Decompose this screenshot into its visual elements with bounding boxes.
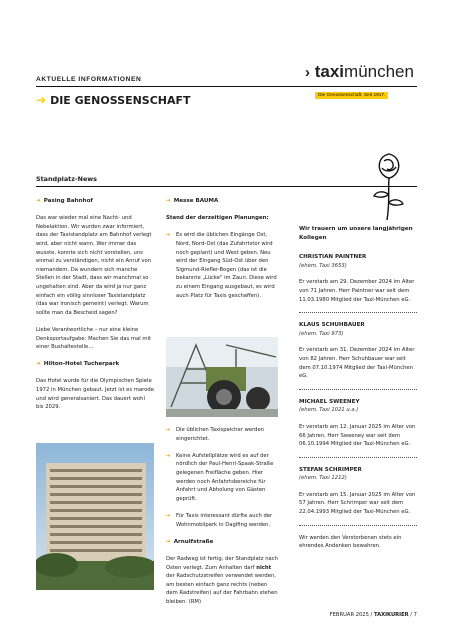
footer-month: FEBRUAR 2025 — [329, 612, 369, 618]
obituary-text: Er verstarb am 29. Dezember 2024 im Alter von 71 Jahren. Herr Paintner war seit dem 11.03.1980 Mitglied der Taxi-München eG. — [299, 279, 415, 303]
obituary-text: Er verstarb am 31. Dezember 2024 im Alter von 82 Jahren. Herr Schuhbauer war seit dem 07.10.1974 Mitglied der Taxi-München eG. — [299, 347, 415, 380]
arrow-right-icon: ➔ — [166, 198, 171, 204]
arrow-right-icon: ➔ — [166, 427, 171, 433]
obituaries — [299, 225, 417, 551]
arrow-right-icon: ➔ — [166, 538, 171, 545]
hotel-photo — [36, 443, 154, 590]
bullet-text: Keine Aufstellplätze wird es auf der nördlich der Paul-Henri-Spaak-Straße gelegenen Freifläche geben. Hier werden noch Anfahrtsbereiche für Anfahrt und Abholung von Gästen geprüft. — [176, 452, 274, 502]
heading-messe-text: Messe BAUMA — [173, 198, 219, 204]
paragraph-arnulf — [166, 555, 278, 607]
bullet-text: Es wird die üblichen Eingänge Ost, Nord, Nord-Ost (das Zufahrtstor wird noch geplant) und West geben. Neu wird der Eingang Süd-Ost über den Sigmund-Riefler-Bogen (das ist die bekannte „Lücke" im Zaun. Diese wird zu einem Eingang ausgebaut, es wird auch Platz für Taxis geschaffen). — [176, 232, 277, 299]
arrow-right-icon: ➔ — [166, 232, 171, 239]
arrow-right-icon: ➔ — [36, 198, 41, 204]
bullet-text: Die üblichen Taxispeicher werden eingerichtet. — [176, 427, 265, 442]
column-1 — [36, 197, 154, 420]
obituary-text: Er verstarb am 12. Januar 2025 im Alter von 66 Jahren. Herr Sweeney war seit dem 06.10.1994 Mitglied der Taxi-München eG. — [299, 423, 416, 448]
bullet-item — [166, 426, 278, 443]
footer-magazine: TAXIKURIER — [373, 612, 409, 618]
divider — [299, 457, 417, 458]
arrow-right-icon: ➔ — [166, 512, 171, 519]
chevron-right-icon: › — [305, 64, 310, 81]
obituary-taxi-number: (ehem. Taxi 1212) — [299, 475, 347, 482]
section-title-text: DIE GENOSSENSCHAFT — [50, 94, 191, 107]
bullet-item — [166, 512, 278, 529]
obituary-taxi-number: (ehem. Taxi 3653) — [299, 262, 347, 269]
paragraph-signature: (RM) — [187, 598, 201, 605]
footer-page: / 7 — [408, 612, 417, 618]
divider — [299, 312, 417, 313]
section-title — [36, 93, 191, 107]
paragraph: Das Hotel wurde für die Olympischen Spiele 1972 in München gebaut. Jetzt ist es marode und wird generalsaniert. Das dauert wohl bis 2029. — [36, 378, 154, 411]
heading-pasing — [36, 197, 154, 206]
heading-pasing-text: Pasing Bahnhof — [43, 198, 93, 204]
paragraph: Liebe Verantwortliche – nur eine kleine Denksportaufgabe: Machen Sie das mal mit einer Bushaltestelle… — [36, 326, 152, 351]
bullet-item — [166, 231, 278, 300]
rose-icon — [366, 150, 412, 222]
paragraph-bold: nicht — [256, 564, 272, 571]
arrow-right-icon: ➔ — [166, 452, 171, 459]
obituary-taxi-number: (ehem. Taxi 1021 u.a.) — [299, 407, 359, 414]
page-footer — [300, 612, 417, 618]
arrow-right-icon: ➔ — [36, 361, 41, 368]
obituary-closing: Wir werden den Verstorbenen stets ein ehrendes Andenken bewahren. — [299, 534, 402, 550]
bullet-item — [166, 452, 278, 504]
obituary-name: KLAUS SCHUHBAUER — [299, 322, 365, 329]
heading-arnulf — [166, 538, 278, 547]
obituary-name: STEFAN SCHRIMPER — [299, 466, 362, 473]
obituary-taxi-number: (ehem. Taxi 973) — [299, 330, 344, 337]
section-label: Standplatz-News — [36, 175, 97, 183]
machinery-photo — [166, 337, 278, 417]
paragraph: Das war wieder mal eine Nacht- und Nebelaktion. Wir wurden zwar informiert, dass der Taxistandplatz am Bahnhof verlegt wird, aber nicht wann. Wer immer das wusste, konnte sich nicht vorstellen, uns einmal zu verständigen, nicht ein Anruf von niemandem. Da wundern sich manche Stellen in der Stadt, dass wir manchmal so ungehalten sind. Aber da wird ja nur ganz einfach ein völlig sinnloser Taxistandplatz (das war ironisch gemeint) verlegt. Warum sollte man da Bescheid sagen? — [36, 215, 152, 316]
heading-hilton-text: Hilton-Hotel Tucherpark — [43, 361, 120, 368]
column-2 — [166, 197, 278, 309]
footer-sep: / — [368, 612, 374, 618]
obituary-name: CHRISTIAN PAINTNER — [299, 254, 367, 261]
column-2-lower — [166, 426, 278, 615]
kicker: AKTUELLE INFORMATIONEN — [36, 76, 142, 83]
logo-city: münchen — [344, 62, 414, 81]
bullet-text: Für Taxis interessant dürfte auch der Wohnmobilpark in Daglfing werden. — [176, 512, 273, 528]
obituaries-title: Wir trauern um unsere langjährigen Kollegen — [299, 226, 413, 241]
heading-hilton — [36, 360, 154, 369]
divider — [299, 525, 417, 526]
section-rule — [36, 186, 417, 187]
subheading-planungen: Stand der derzeitigen Planungen: — [166, 215, 269, 222]
divider — [299, 389, 417, 390]
obituary-text: Er verstarb am 15. Januar 2025 im Alter von 57 Jahren. Herr Schrimper war seit dem 22.04.1993 Mitglied der Taxi-München eG. — [299, 491, 416, 516]
taxi-muenchen-logo — [305, 63, 417, 100]
arrow-right-icon: ➔ — [36, 93, 47, 107]
heading-messe — [166, 197, 278, 206]
logo-tagline: Die Genossenschaft. Seit 1917. — [315, 92, 388, 99]
paragraph-text: Der Radweg ist fertig, der Standplatz nach Osten verlegt. Zum Anhalten darf — [166, 555, 278, 571]
heading-arnulf-text: Arnulfstraße — [173, 538, 214, 545]
logo-taxi: taxi — [314, 62, 345, 81]
paragraph-text: der Radschutzstreifen verwendet werden, am besten einfach ganz rechts (neben dem Radstreifen) auf der Fahrbahn stehen bleiben. — [166, 573, 278, 605]
obituary-name: MICHAEL SWEENEY — [299, 398, 360, 405]
